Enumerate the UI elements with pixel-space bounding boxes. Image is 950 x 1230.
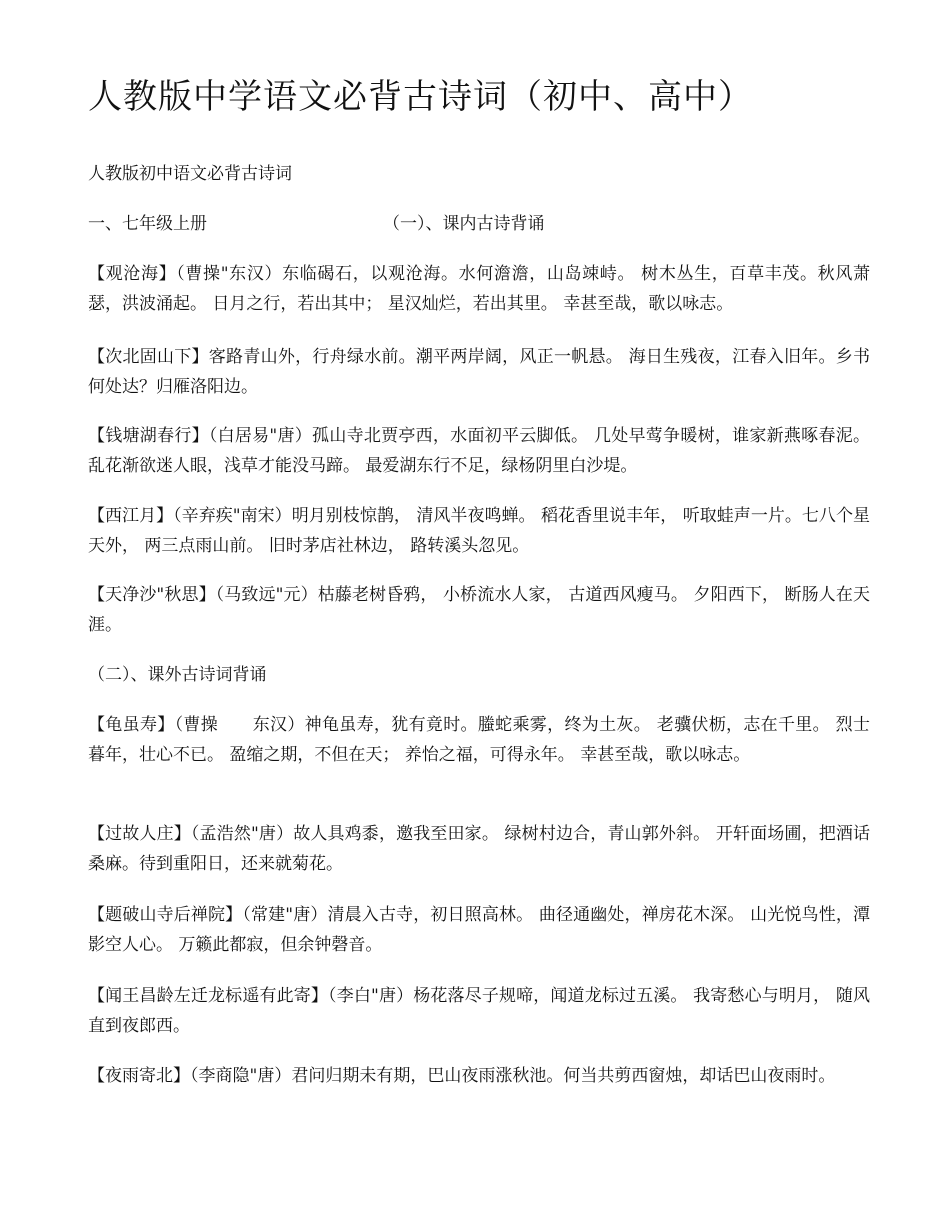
poem-paragraph: 【观沧海】（曹操"东汉）东临碣石，以观沧海。水何澹澹，山岛竦峙。 树木丛生，百草丰茂。秋风萧瑟，洪波涌起。 日月之行，若出其中； 星汉灿烂，若出其里。 幸甚至哉，歌以咏志。 (88, 264, 870, 314)
poem-paragraph: 【钱塘湖春行】（白居易"唐）孤山寺北贾亭西，水面初平云脚低。 几处早莺争暖树，谁家新燕啄春泥。 乱花渐欲迷人眼，浅草才能没马蹄。 最爱湖东行不足，绿杨阴里白沙堤。 (88, 426, 870, 476)
poem-paragraph: 【天净沙"秋思】（马致远"元）枯藤老树昏鸦， 小桥流水人家， 古道西风瘦马。 夕阳西下， 断肠人在天涯。 (88, 585, 870, 635)
grade-heading: 一、七年级上册 (88, 214, 207, 234)
document-title: 人教版中学语文必背古诗词（初中、高中） (88, 77, 753, 117)
poem-paragraph: 【闻王昌龄左迁龙标遥有此寄】（李白"唐）杨花落尽子规啼，闻道龙标过五溪。 我寄愁心与明月， 随风直到夜郎西。 (88, 986, 870, 1036)
section-heading-extracurricular: （二）、课外古诗词背诵 (88, 665, 267, 685)
section-heading-in-class: （一）、课内古诗背诵 (383, 214, 545, 234)
poem-paragraph: 【夜雨寄北】（李商隐"唐）君问归期未有期，巴山夜雨涨秋池。何当共剪西窗烛，却话巴山夜雨时。 (88, 1066, 836, 1086)
poem-paragraph: 【龟虽寿】（曹操 东汉）神龟虽寿，犹有竟时。螣蛇乘雾，终为土灰。 老骥伏枥，志在千里。 烈士暮年，壮心不已。 盈缩之期，不但在天； 养怡之福，可得永年。 幸甚至哉，歌以咏志。 (88, 715, 870, 765)
poem-paragraph: 【次北固山下】客路青山外，行舟绿水前。潮平两岸阔，风正一帆悬。 海日生残夜，江春入旧年。乡书何处达？归雁洛阳边。 (88, 347, 870, 397)
document-subtitle: 人教版初中语文必背古诗词 (88, 164, 292, 184)
poem-paragraph: 【题破山寺后禅院】（常建"唐）清晨入古寺，初日照高林。 曲径通幽处，禅房花木深。 山光悦鸟性，潭影空人心。 万籁此都寂，但余钟磬音。 (88, 905, 870, 955)
poem-paragraph: 【过故人庄】（孟浩然"唐）故人具鸡黍，邀我至田家。 绿树村边合，青山郭外斜。 开轩面场圃，把酒话桑麻。待到重阳日，还来就菊花。 (88, 824, 870, 874)
poem-paragraph: 【西江月】（辛弃疾"南宋）明月别枝惊鹊， 清风半夜鸣蝉。 稻花香里说丰年， 听取蛙声一片。七八个星天外， 两三点雨山前。 旧时茅店社林边， 路转溪头忽见。 (88, 506, 870, 556)
